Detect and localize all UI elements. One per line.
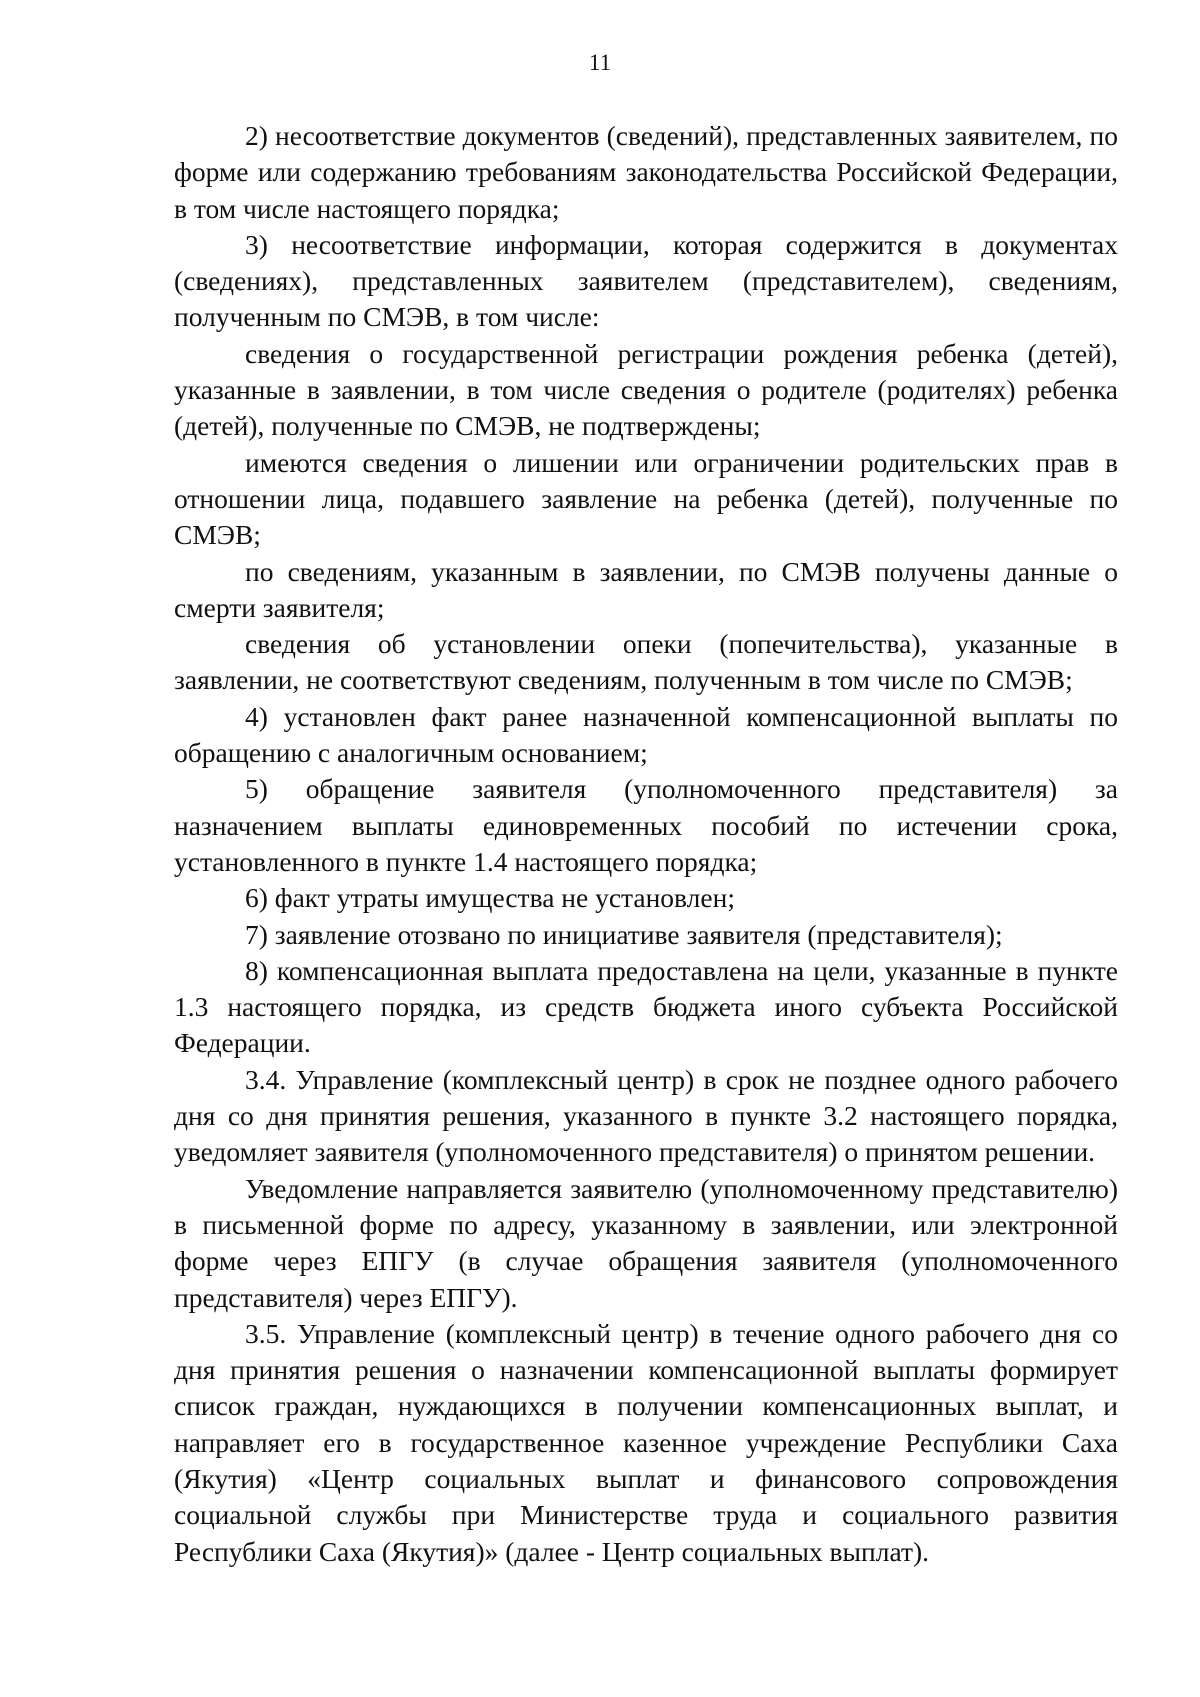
paragraph-item-2: 2) несоответствие документов (сведений), представленных заявителем, по форме или содержанию требованиям законодательства Российской Федерации, в том числе настоящего порядка; xyxy=(174,120,1118,224)
document-body xyxy=(174,118,1118,1570)
paragraph-item-5: 5) обращение заявителя (уполномоченного представителя) за назначением выплаты единовременных пособий по истечении срока, установленного в пункте 1.4 настоящего порядка; xyxy=(174,773,1118,877)
paragraph-notification: Уведомление направляется заявителю (уполномоченному представителю) в письменной форме по адресу, указанному в заявлении, или электронной форме через ЕПГУ (в случае обращения заявителя (уполномоченного представителя) через ЕПГУ). xyxy=(174,1172,1118,1313)
paragraph-item-4: 4) установлен факт ранее назначенной компенсационной выплаты по обращению с аналогичным основанием; xyxy=(174,700,1118,769)
paragraph-section-3-5: 3.5. Управление (комплексный центр) в течение одного рабочего дня со дня принятия решения о назначении компенсационной выплаты формирует список граждан, нуждающихся в получении компенсационных выплат, и направляет его в государственное казенное учреждение Республики Саха (Якутия) «Центр социальных выплат и финансового сопровождения социальной службы при Министерстве труда и социального развития Республики Саха (Якутия)» (далее - Центр социальных выплат). xyxy=(174,1317,1118,1567)
paragraph-section-3-4: 3.4. Управление (комплексный центр) в срок не позднее одного рабочего дня со дня принятия решения, указанного в пункте 3.2 настоящего порядка, уведомляет заявителя (уполномоченного представителя) о принятом решении. xyxy=(174,1063,1118,1168)
paragraph-death-of-applicant: по сведениям, указанным в заявлении, по СМЭВ получены данные о смерти заявителя; xyxy=(174,555,1118,623)
page-number: 11 xyxy=(588,50,612,75)
paragraph-item-7: 7) заявление отозвано по инициативе заявителя (представителя); xyxy=(245,918,1003,950)
paragraph-parental-rights: имеются сведения о лишении или ограничении родительских прав в отношении лица, подавшего заявление на ребенка (детей), полученные по СМЭВ; xyxy=(174,446,1118,551)
paragraph-item-8: 8) компенсационная выплата предоставлена на цели, указанные в пункте 1.3 настоящего порядка, из средств бюджета иного субъекта Российской Федерации. xyxy=(174,954,1118,1059)
paragraph-item-6: 6) факт утраты имущества не установлен; xyxy=(245,882,735,914)
paragraph-guardianship: сведения об установлении опеки (попечительства), указанные в заявлении, не соответствуют сведениям, полученным в том числе по СМЭВ; xyxy=(174,628,1118,696)
paragraph-item-3: 3) несоответствие информации, которая содержится в документах (сведениях), представленных заявителем (представителем), сведениям, полученным по СМЭВ, в том числе: xyxy=(174,228,1118,333)
paragraph-birth-registration: сведения о государственной регистрации рождения ребенка (детей), указанные в заявлении, в том числе сведения о родителе (родителях) ребенка (детей), полученные по СМЭВ, не подтверждены; xyxy=(174,337,1118,442)
